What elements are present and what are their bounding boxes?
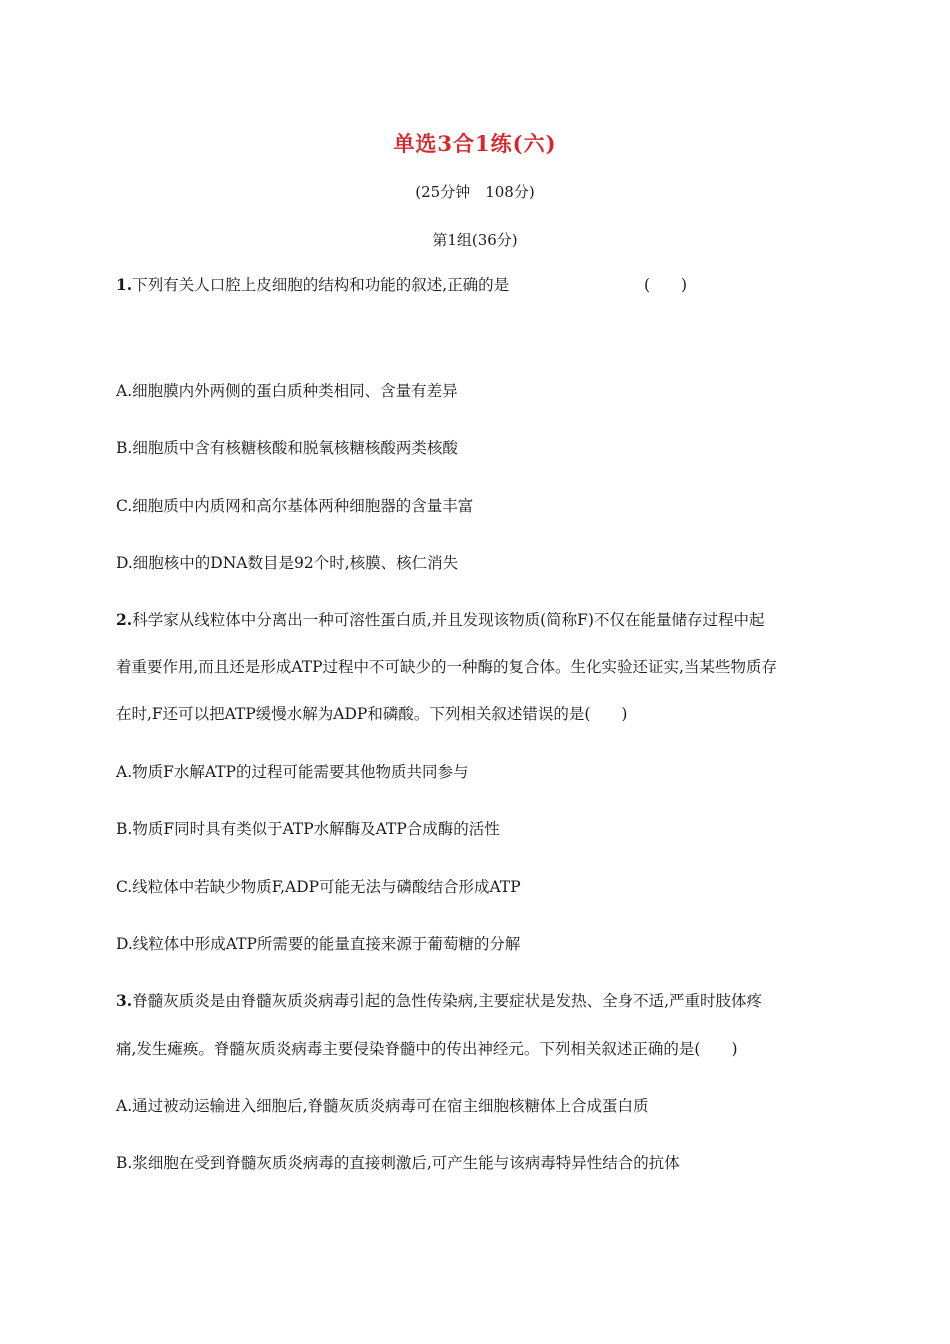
question-stem-line: 脊髓灰质炎是由脊髓灰质炎病毒引起的急性传染病,主要症状是发热、全身不适,严重时肢体疼 [132, 992, 763, 1010]
group-title: 第1组(36分) [432, 231, 518, 249]
question-stem-line: 科学家从线粒体中分离出一种可溶性蛋白质,并且发现该物质(简称F)不仅在能量储存过程中起 [132, 611, 765, 629]
page-title: 单选3合1练(六) [393, 131, 557, 156]
question-stem-line: 下列有关人口腔上皮细胞的结构和功能的叙述,正确的是 [132, 276, 510, 294]
question-3-stem [116, 990, 762, 1012]
question-stem-line: 在时,F还可以把ATP缓慢水解为ADP和磷酸。下列相关叙述错误的是( ) [116, 705, 628, 723]
question-1-option-a: A.细胞膜内外两侧的蛋白质种类相同、含量有差异 [116, 382, 458, 400]
question-stem-line: 着重要作用,而且还是形成ATP过程中不可缺少的一种酶的复合体。生化实验还证实,当某些物质存 [116, 658, 777, 676]
question-2-option-b: B.物质F同时具有类似于ATP水解酶及ATP合成酶的活性 [116, 820, 500, 838]
question-2-option-d: D.线粒体中形成ATP所需要的能量直接来源于葡萄糖的分解 [116, 935, 521, 953]
question-3-option-b: B.浆细胞在受到脊髓灰质炎病毒的直接刺激后,可产生能与该病毒特异性结合的抗体 [116, 1154, 680, 1172]
question-2-option-a: A.物质F水解ATP的过程可能需要其他物质共同参与 [116, 763, 469, 781]
question-number: 3. [116, 991, 133, 1010]
answer-parentheses: ( ) [644, 276, 688, 294]
question-1-stem [116, 274, 509, 296]
question-1-option-c: C.细胞质中内质网和高尔基体两种细胞器的含量丰富 [116, 497, 474, 515]
question-3-option-a: A.通过被动运输进入细胞后,脊髓灰质炎病毒可在宿主细胞核糖体上合成蛋白质 [116, 1097, 649, 1115]
question-2-option-c: C.线粒体中若缺少物质F,ADP可能无法与磷酸结合形成ATP [116, 878, 521, 896]
page-subtitle: (25分钟 108分) [415, 183, 535, 201]
question-stem-line: 痛,发生瘫痪。脊髓灰质炎病毒主要侵染脊髓中的传出神经元。下列相关叙述正确的是( ) [116, 1040, 738, 1058]
question-2-stem [116, 609, 764, 631]
question-number: 2. [116, 610, 133, 629]
question-number: 1. [116, 275, 133, 294]
question-1-option-b: B.细胞质中含有核糖核酸和脱氧核糖核酸两类核酸 [116, 439, 458, 457]
question-1-option-d: D.细胞核中的DNA数目是92个时,核膜、核仁消失 [116, 554, 459, 572]
